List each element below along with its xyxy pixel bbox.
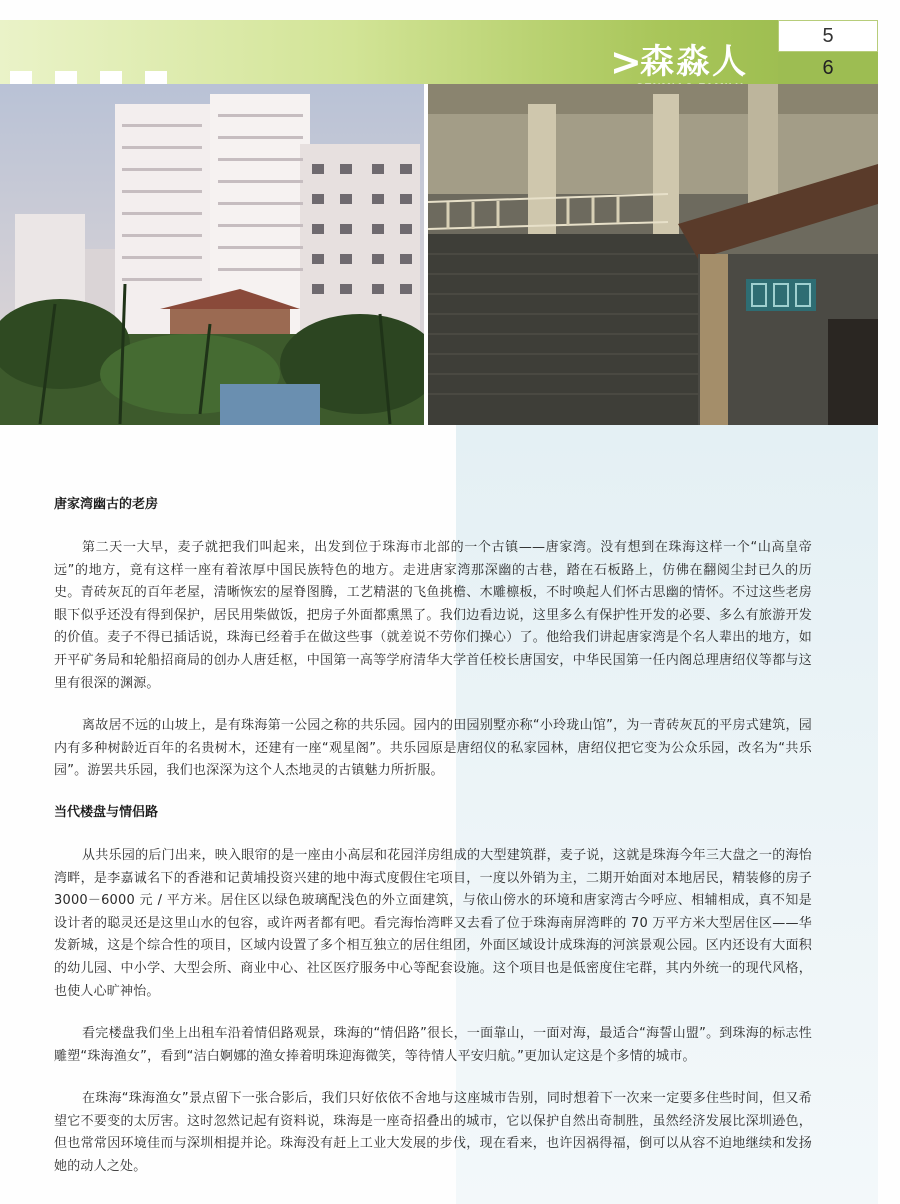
section-modern-estates [54, 803, 812, 1179]
brand-chevron-icon: > [610, 40, 642, 84]
brand-name-cn: 森淼人 [640, 42, 748, 82]
page-number-right: 6 [778, 52, 878, 84]
paragraph: 看完楼盘我们坐上出租车沿着情侣路观景，珠海的“情侣路”很长，一面靠山，一面对海，最适合“海誓山盟”。到珠海的标志性雕塑“珠海渔女”，看到“洁白婀娜的渔女捧着明珠迎海微笑，等待情人平安归航。”更加认定这是个多情的城市。 [54, 1026, 812, 1064]
paragraph: 离故居不远的山坡上，是有珠海第一公园之称的共乐园。园内的田园别墅亦称“小玲珑山馆”，为一青砖灰瓦的平房式建筑，园内有多种树龄近百年的名贵树木，还建有一座“观星阁”。共乐园原是唐绍仪的私家园林，唐绍仪把它变为公众乐园，改名为“共乐园”。游罢共乐园，我们也深深为这个人杰地灵的古镇魅力所折服。 [54, 718, 812, 779]
paragraph: 从共乐园的后门出来，映入眼帘的是一座由小高层和花园洋房组成的大型建筑群，麦子说，这就是珠海今年三大盘之一的海怡湾畔，是李嘉诚名下的香港和记黄埔投资兴建的地中海式度假住宅项目，一度以外销为主，二期开始面对本地居民，精装修的房子 3000－6000 元 / 平方米。居住区以绿色玻璃配浅色的外立面建筑，与依山傍水的环境和唐家湾古今呼应、相辅相成，真不知是设计者的聪灵还是这里山水的包容，或许两者都有吧。看完海怡湾畔又去看了位于珠海南屏湾畔的 70 万平方米大型居住区——华发新城，这是个综合性的项目，区域内设置了多个相互独立的居住组团，外面区域设计成珠海的河滨景观公园。区内还设有大面积的幼儿园、中小学、大型会所、商业中心、社区医疗服务中心等配套设施。这个项目也是低密度住宅群，其内外统一的现代风格，也使人心旷神怡。 [54, 847, 812, 999]
residential-towers-photo [0, 84, 424, 425]
page-number-box [778, 20, 878, 84]
section-heading: 当代楼盘与情侣路 [54, 804, 159, 820]
paragraph: 在珠海“珠海渔女”景点留下一张合影后，我们只好依依不舍地与这座城市告别，同时想着下一次来一定要多住些时间，但又希望它不要变的太厉害。这时忽然记起有资料说，珠海是一座奇招叠出的城市，它以保护自然出奇制胜，虽然经济发展比深圳逊色，但也常常因环境佳而与深圳相提并论。珠海没有赶上工业大发展的步伐，现在看来，也许因祸得福，倒可以从容不迫地继续和发扬她的动人之处。 [54, 1091, 812, 1175]
section-tangjiawan [54, 495, 812, 783]
header-band [0, 20, 878, 84]
section-heading: 唐家湾幽古的老房 [54, 497, 159, 512]
paragraph: 第二天一大早，麦子就把我们叫起来，出发到位于珠海市北部的一个古镇——唐家湾。没有想到在珠海这样一个“山高皇帝远”的地方，竟有这样一座有着浓厚中国民族特色的地方。走进唐家湾那深幽的古巷，踏在石板路上，仿佛在翻阅尘封已久的历史。青砖灰瓦的百年老屋，清晰恢宏的屋脊图腾，工艺精湛的飞鱼挑檐、木雕檩板，不时唤起人们怀古思幽的情怀。不过这些老房眼下似乎还没有得到保护，居民用柴做饭，把房子外面都熏黑了。我们边看边说，这里多么有保护性开发的必要、多么有旅游开发的价值。麦子不得已插话说，珠海已经着手在做这些事（就差说不劳你们操心）了。他给我们讲起唐家湾是个名人辈出的地方，如开平矿务局和轮船招商局的创办人唐廷枢，中国第一高等学府清华大学首任校长唐国安，中华民国第一任内阁总理唐绍仪等都与这里有很深的渊源。 [54, 540, 812, 691]
page-number-left: 5 [778, 20, 878, 52]
article-body [54, 495, 812, 1199]
old-brick-house-photo [428, 84, 878, 425]
